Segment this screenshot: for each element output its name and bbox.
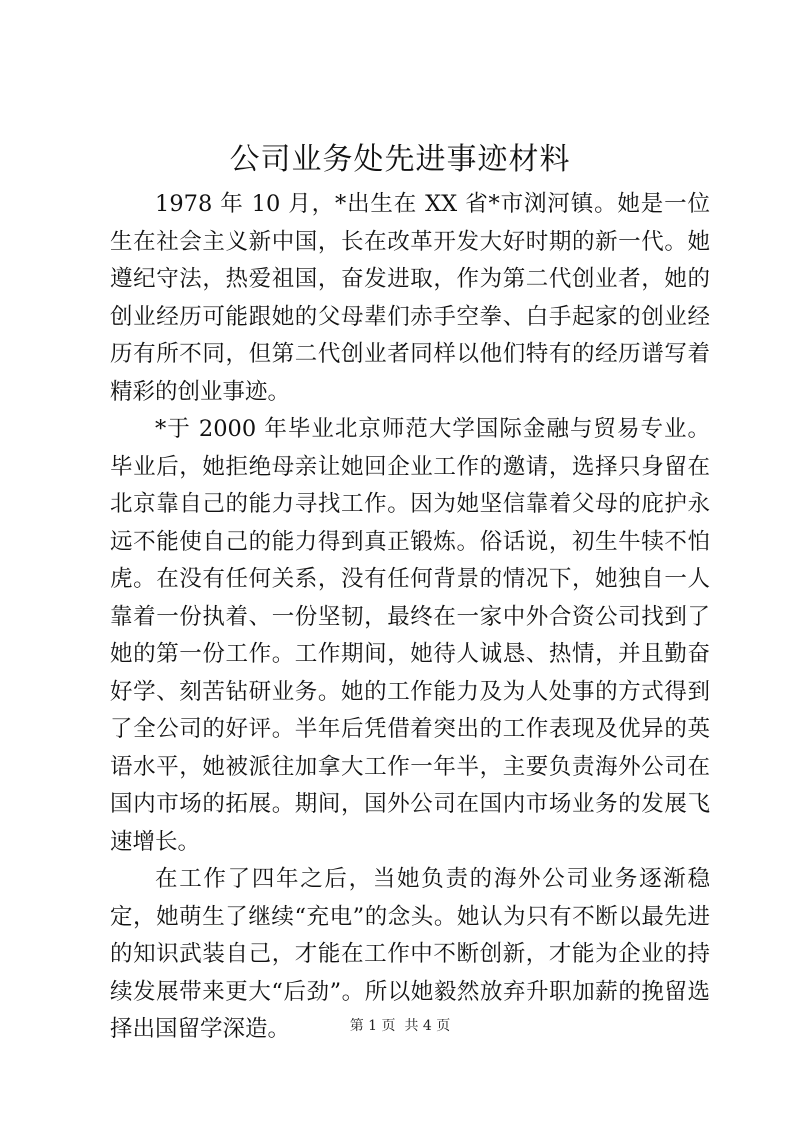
document-title: 公司业务处先进事迹材料	[229, 142, 571, 177]
paragraph-3: 在工作了四年之后，当她负责的海外公司业务逐渐稳定，她萌生了继续“充电”的念头。她认为只有不断以最先进的知识武装自己，才能在工作中不断创新，才能为企业的持续发展带来更大“后劲”。所以她毅然放弃升职加薪的挽留选择出国留学深造。	[110, 866, 710, 1042]
document-body	[110, 186, 710, 1049]
paragraph-1: 1978 年 10 月，*出生在 XX 省*市浏河镇。她是一位生在社会主义新中国，长在改革开发大好时期的新一代。她遵纪守法，热爱祖国，奋发进取，作为第二代创业者，她的创业经历可能跟她的父母辈们赤手空拳、白手起家的创业经历有所不同，但第二代创业者同样以他们特有的经历谱写着精彩的创业事迹。	[110, 191, 710, 405]
page-number-label: 第 1 页 共 4 页	[349, 1018, 451, 1034]
paragraph-2: *于 2000 年毕业北京师范大学国际金融与贸易专业。毕业后，她拒绝母亲让她回企业工作的邀请，选择只身留在北京靠自己的能力寻找工作。因为她坚信靠着父母的庇护永远不能使自己的能力得到真正锻炼。俗话说，初生牛犊不怕虎。在没有任何关系，没有任何背景的情况下，她独自一人靠着一份执着、一份坚韧，最终在一家中外合资公司找到了她的第一份工作。工作期间，她待人诚恳、热情，并且勤奋好学、刻苦钻研业务。她的工作能力及为人处事的方式得到了全公司的好评。半年后凭借着突出的工作表现及优异的英语水平，她被派往加拿大工作一年半，主要负责海外公司在国内市场的拓展。期间，国外公司在国内市场业务的发展飞速增长。	[110, 416, 710, 855]
page-footer	[0, 1016, 800, 1036]
